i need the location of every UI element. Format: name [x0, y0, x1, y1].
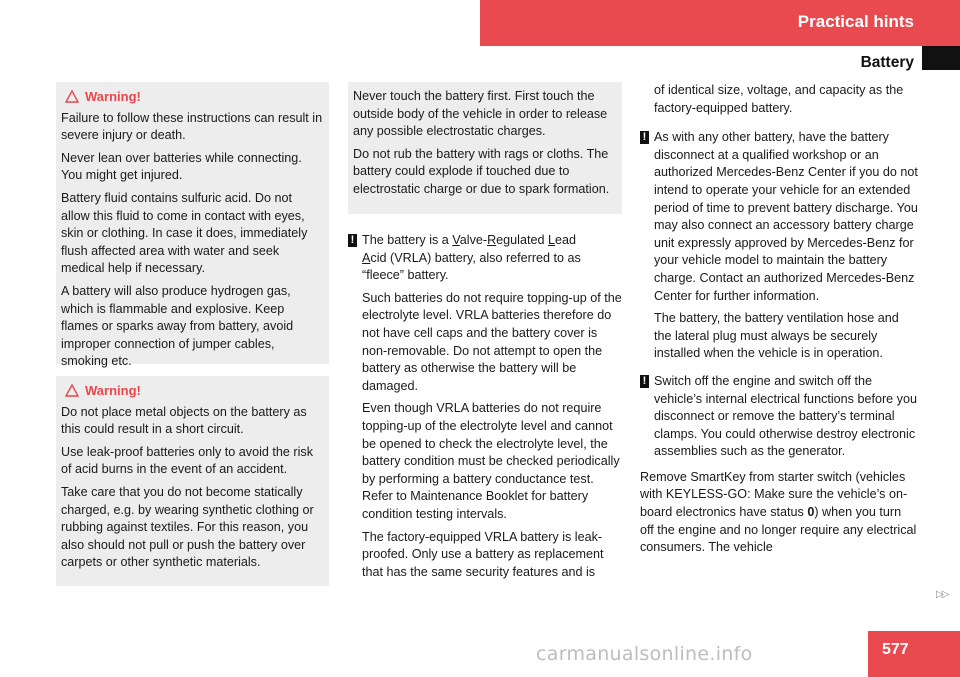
warning-paragraph: A battery will also produce hydrogen gas, which is flammable and explosive. Keep flames or sparks away from battery, avoid improper connection of jumper cables, smoking etc.	[61, 283, 294, 369]
warning-title: Warning!	[85, 383, 141, 398]
note-paragraph: The factory-equipped VRLA battery is leak-proofed. Only use a battery as replacement that has the same security features and is	[362, 529, 604, 579]
note-text: ead	[555, 233, 577, 247]
watermark: carmanualsonline.info	[536, 643, 753, 665]
note-underlined-letter: A	[362, 250, 371, 265]
note-text: cid (VRLA) battery, also referred to as “fleece” battery.	[362, 250, 581, 283]
section-tab-marker	[922, 46, 960, 70]
note-text: The battery is a	[362, 233, 453, 247]
warning-paragraph: Take care that you do not become statically charged, e.g. by wearing synthetic clothing or rubbing against textiles. For this reason, you also should not pull or push the battery over carpets or other synthetic materials.	[61, 484, 314, 570]
subsection-title: Battery	[860, 54, 914, 71]
note-battery-disconnect	[640, 129, 918, 363]
warning-box-2	[56, 376, 329, 586]
note-marker-icon: !	[348, 234, 357, 247]
warning-heading	[61, 382, 324, 400]
section-title: Practical hints	[797, 12, 914, 31]
continuation-text: of identical size, voltage, and capacity as the factory-equipped battery.	[654, 83, 904, 115]
smartkey-paragraph	[640, 469, 918, 557]
warning-paragraph: Failure to follow these instructions can result in severe injury or death.	[61, 110, 323, 143]
note-vrla	[348, 232, 622, 581]
note-text: alve-	[459, 233, 488, 247]
paragraph-text: ) when you turn off the engine and no longer require any electrical consumers. The vehicle	[640, 505, 917, 555]
warning-triangle-icon	[65, 90, 79, 103]
warning-box-1	[56, 82, 329, 369]
column-3	[640, 82, 918, 562]
note-intro	[362, 232, 622, 285]
note-text: egulated	[496, 233, 548, 247]
note-switch-off	[640, 373, 918, 461]
page-number: 577	[868, 631, 960, 677]
note-paragraph: The battery, the battery ventilation hose and the lateral plug must always be securely installed when the vehicle is in operation.	[654, 311, 899, 361]
note-paragraph: As with any other battery, have the battery disconnect at a qualified workshop or an authorized Mercedes-Benz Center if you do not intend to operate your vehicle for an extended period of time to prevent battery discharge. You may also connect an accessory battery charge unit expressly approved by Mercedes-Benz for your vehicle model to maintain the battery charge. Contact an authorized Mercedes-Benz Center for further information.	[654, 130, 918, 303]
warning-paragraph: Do not place metal objects on the battery as this could result in a short circuit.	[61, 404, 307, 437]
paragraph-text: Remove SmartKey from starter switch (vehicles with KEYLESS-GO: Make sure the vehicle’s on-board electronics have status	[640, 469, 908, 520]
note-paragraph: Such batteries do not require topping-up of the electrolyte level. VRLA batteries therefore do not have cell caps and the battery cover is non-removable. Do not attempt to open the battery as otherwise the battery will be damaged.	[362, 290, 622, 393]
column-2	[348, 82, 622, 586]
warning-title: Warning!	[85, 89, 141, 104]
warning-triangle-icon	[65, 384, 79, 397]
continue-arrow-icon: ▷▷	[936, 589, 948, 600]
warning-paragraph: Battery fluid contains sulfuric acid. Do not allow this fluid to come in contact with eyes, skin or clothing. In case it does, immediately flush affected area with water and seek medical help if necessary.	[61, 190, 308, 276]
warning-paragraph: Use leak-proof batteries only to avoid the risk of acid burns in the event of an accident.	[61, 444, 313, 477]
status-value: 0	[807, 505, 815, 520]
warning-box-3	[348, 82, 622, 214]
note-underlined-letter: L	[548, 233, 556, 247]
warning-heading	[61, 88, 324, 106]
warning-paragraph: Never touch the battery first. First touch the outside body of the vehicle in order to release any possible electrostatic charges.	[353, 89, 608, 139]
note-paragraph: Switch off the engine and switch off the vehicle’s internal electrical functions before you disconnect or remove the battery’s terminal clamps. You could otherwise destroy electronic assemblies such as the generator.	[654, 373, 917, 459]
note-marker-icon: !	[640, 375, 649, 388]
warning-paragraph: Do not rub the battery with rags or cloths. The battery could explode if touched due to electrostatic charge or due to spark formation.	[353, 146, 610, 196]
column-1	[56, 82, 329, 586]
note-marker-icon: !	[640, 131, 649, 144]
note-underlined-letter: R	[487, 233, 497, 247]
warning-paragraph: Never lean over batteries while connecting. You might get injured.	[61, 150, 302, 183]
note-paragraph: Even though VRLA batteries do not require topping-up of the electrolyte level and cannot be opened to check the electrolyte level, the battery condition must be checked periodically by performing a battery conductance test. Refer to Maintenance Booklet for battery condition testing intervals.	[362, 401, 620, 521]
note-underlined-letter: V	[452, 233, 460, 247]
